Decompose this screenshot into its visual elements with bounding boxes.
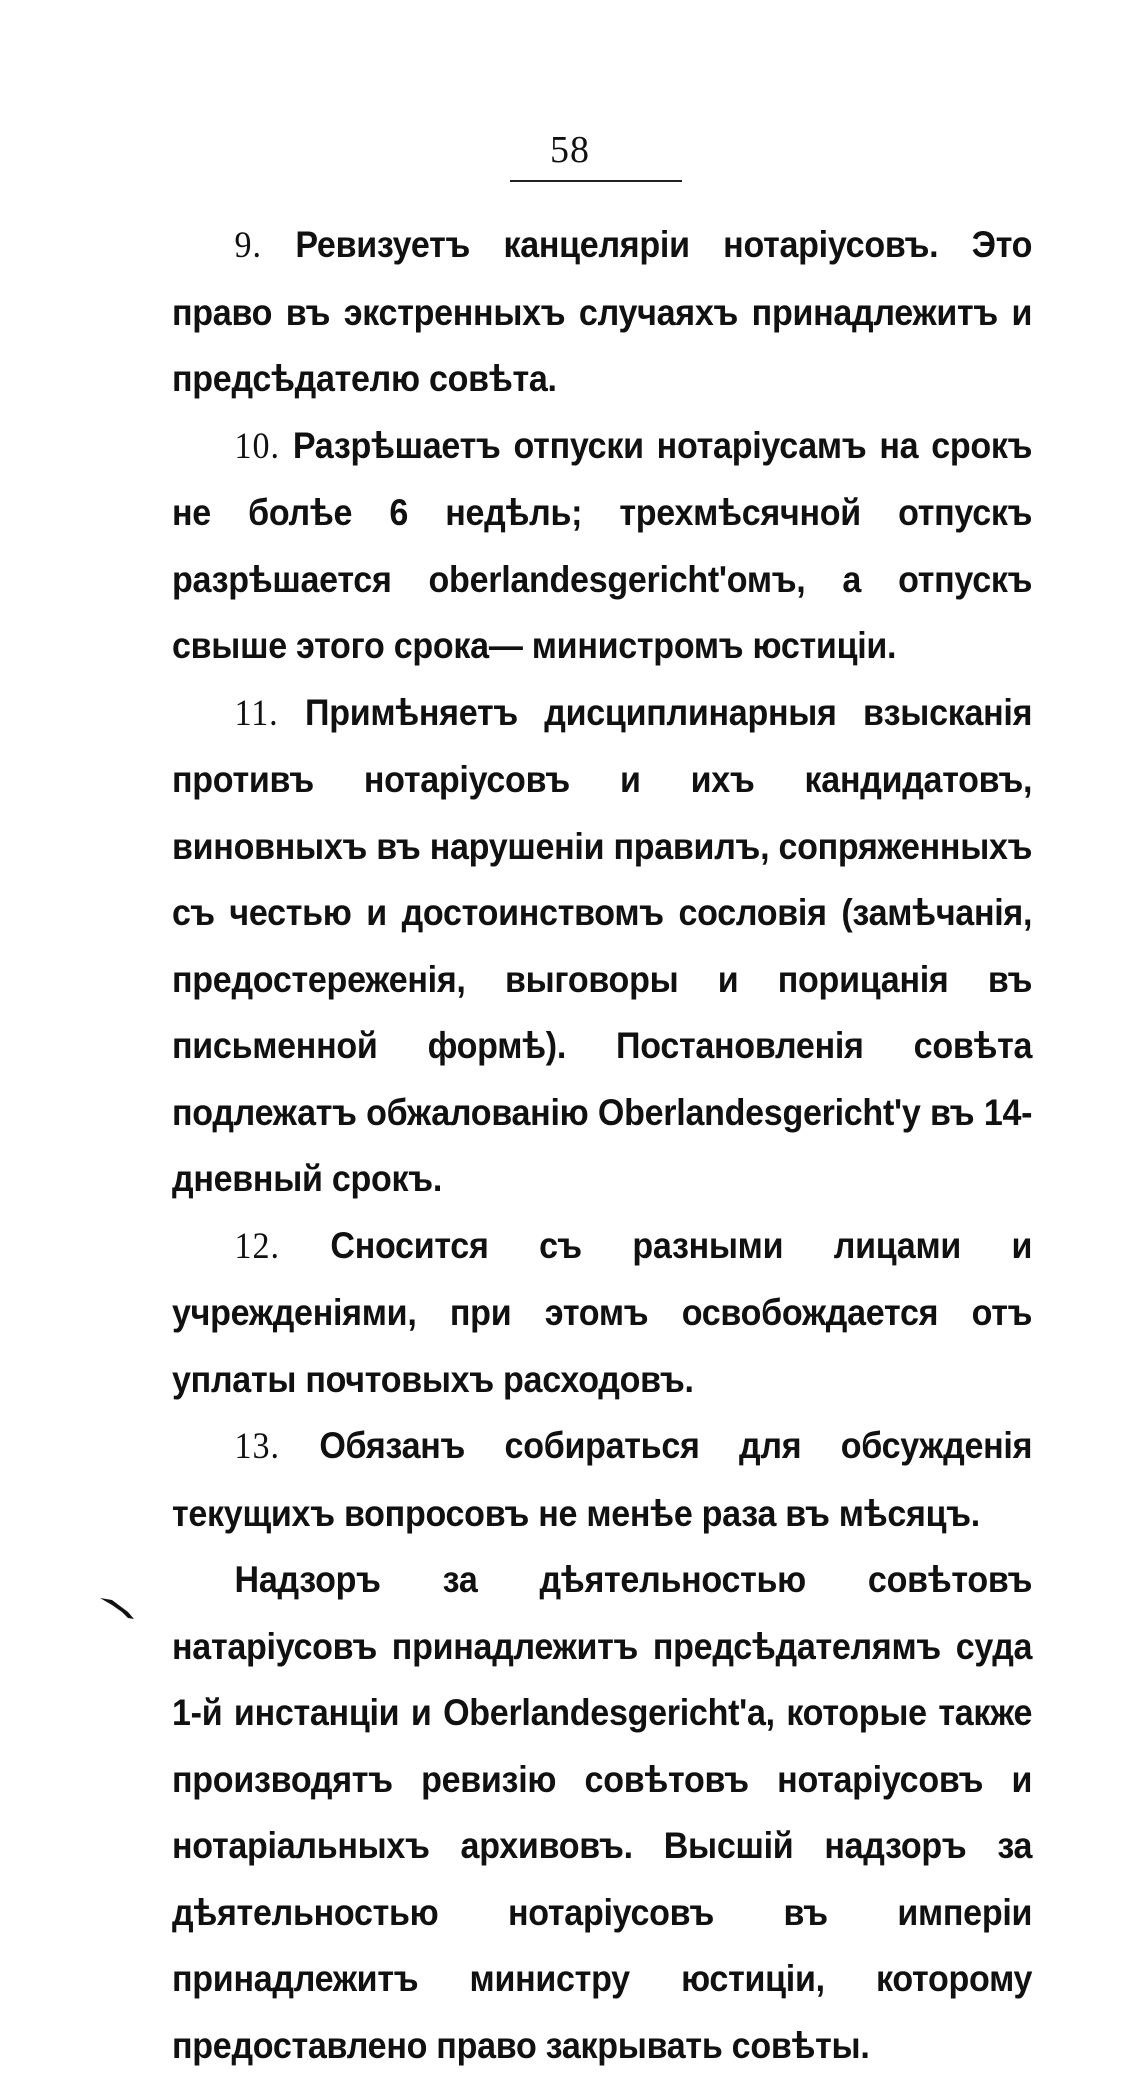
item-number: 13. [234, 1426, 280, 1467]
paragraph-text: Надзоръ за дѣятельностью совѣтовъ натаріусовъ принадлежитъ предсѣдателямъ суда 1-й инстанціи и Oberlandesgericht'a, которые также производятъ ревизію совѣтовъ нотаріусовъ и нотаріальныхъ архивовъ. Высшій надзоръ за дѣятельностью нотаріусовъ въ имперіи принадлежитъ министру юстиціи, которому предоставлено право закрывать совѣты. [172, 1559, 1033, 2066]
paragraph-10 [172, 413, 1032, 680]
ink-mark-icon [98, 1592, 138, 1622]
paragraph-text: Ревизуетъ канцеляріи нотаріусовъ. Это право въ экстренныхъ случаяхъ принадлежитъ и предсѣдателю совѣта. [172, 224, 1033, 399]
item-number: 12. [234, 1225, 280, 1267]
item-number: 11. [234, 692, 279, 734]
paragraph-text: Обязанъ собираться для обсужденія текущихъ вопросовъ не менѣе раза въ мѣсяцъ. [172, 1425, 1033, 1534]
paragraph-9 [172, 212, 1032, 413]
item-number: 9. [234, 225, 262, 266]
paragraph-supervision [172, 1547, 1032, 2079]
paragraph-text: Сносится съ разными лицами и учрежденіями, при этомъ освобождается отъ уплаты почтовыхъ расходовъ. [172, 1224, 1033, 1400]
paragraph-12 [172, 1213, 1032, 1414]
paragraph-13 [172, 1413, 1032, 1547]
paragraph-11 [172, 680, 1032, 1213]
header-rule [510, 180, 682, 182]
item-number: 10. [234, 425, 280, 467]
page-number: 58 [550, 129, 590, 171]
body-text [172, 212, 1032, 2079]
paragraph-text: Разрѣшаетъ отпуски нотаріусамъ на срокъ не болѣе 6 недѣль; трехмѣсячной отпускъ разрѣшается oberlandesgericht'омъ, а отпускъ свыше этого срока— министромъ юстиціи. [172, 424, 1033, 666]
paragraph-text: Примѣняетъ дисциплинарныя взысканія противъ нотаріусовъ и ихъ кандидатовъ, виновныхъ въ нарушеніи правилъ, сопряженныхъ съ честью и достоинствомъ сословія (замѣчанія, предостереженія, выговоры и порицанія въ письменной формѣ). Постановленія совѣта подлежатъ обжалованію Oberlandesgericht'у въ 14-дневный срокъ. [172, 691, 1033, 1199]
